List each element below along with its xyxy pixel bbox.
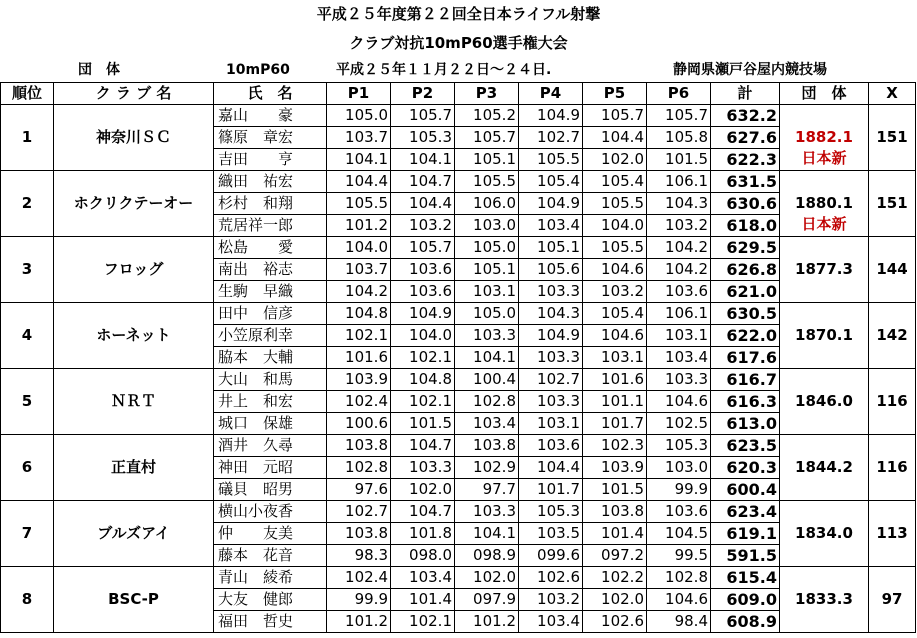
rank-cell: 5 [1,369,54,435]
table-row [1,105,916,127]
series-score-cell: 105.3 [391,127,455,149]
series-score-cell: 102.2 [583,567,647,589]
shooter-name-cell: 大山 和馬 [214,369,327,391]
event-label: 10mP60 [226,62,290,78]
series-score-cell: 102.1 [391,611,455,633]
series-score-cell: 104.5 [647,523,711,545]
series-score-cell: 103.4 [391,567,455,589]
national-record-badge: 日本新 [801,215,847,233]
shooter-name-cell: 松島 愛 [214,237,327,259]
shooter-name-cell: 荒居祥一郎 [214,215,327,237]
series-score-cell: 98.4 [647,611,711,633]
series-score-cell: 104.4 [327,171,391,193]
individual-total-cell: 631.5 [711,171,780,193]
header-row [1,83,916,105]
shooter-name-cell: 仲 友美 [214,523,327,545]
shooter-name-cell: 井上 和宏 [214,391,327,413]
series-score-cell: 102.8 [327,457,391,479]
series-score-cell: 105.8 [647,127,711,149]
series-score-cell: 097.9 [455,589,519,611]
series-score-cell: 104.7 [391,171,455,193]
series-score-cell: 102.0 [455,567,519,589]
series-score-cell: 103.6 [391,259,455,281]
series-score-cell: 103.4 [519,215,583,237]
series-score-cell: 103.4 [519,611,583,633]
series-score-cell: 103.8 [455,435,519,457]
team-total-cell [780,501,869,567]
series-score-cell: 105.4 [583,171,647,193]
column-header: P3 [455,83,519,105]
club-name-cell: ホクリクテーオー [54,171,214,237]
series-score-cell: 101.4 [583,523,647,545]
series-score-cell: 102.8 [455,391,519,413]
club-name-cell: 正直村 [54,435,214,501]
club-name-cell: ホーネット [54,303,214,369]
column-header: 氏 名 [214,83,327,105]
series-score-cell: 103.3 [647,369,711,391]
individual-total-cell: 609.0 [711,589,780,611]
series-score-cell: 103.6 [519,435,583,457]
team-total-value: 1834.0 [795,524,853,542]
series-score-cell: 104.3 [519,303,583,325]
x-count-cell: 144 [869,237,916,303]
series-score-cell: 101.6 [583,369,647,391]
series-score-cell: 105.7 [391,237,455,259]
series-score-cell: 105.0 [327,105,391,127]
series-score-cell: 101.7 [519,479,583,501]
club-name-cell: BSC-P [54,567,214,633]
rank-cell: 8 [1,567,54,633]
series-score-cell: 104.7 [391,435,455,457]
series-score-cell: 103.3 [391,457,455,479]
series-score-cell: 103.8 [327,523,391,545]
series-score-cell: 102.7 [519,127,583,149]
national-record-badge: 日本新 [801,149,847,167]
series-score-cell: 103.2 [519,589,583,611]
x-count-cell: 113 [869,501,916,567]
individual-total-cell: 627.6 [711,127,780,149]
series-score-cell: 102.4 [327,567,391,589]
series-score-cell: 103.8 [583,501,647,523]
shooter-name-cell: 福田 哲史 [214,611,327,633]
series-score-cell: 103.5 [519,523,583,545]
series-score-cell: 104.6 [583,325,647,347]
series-score-cell: 097.2 [583,545,647,567]
column-header: P6 [647,83,711,105]
series-score-cell: 101.5 [647,149,711,171]
series-score-cell: 104.6 [583,259,647,281]
shooter-name-cell: 小笠原利幸 [214,325,327,347]
team-total-value: 1880.1 [795,194,853,212]
individual-total-cell: 621.0 [711,281,780,303]
series-score-cell: 104.4 [519,457,583,479]
series-score-cell: 104.4 [583,127,647,149]
series-score-cell: 105.4 [519,171,583,193]
team-total-cell [780,105,869,171]
series-score-cell: 105.1 [519,237,583,259]
series-score-cell: 104.1 [455,347,519,369]
series-score-cell: 103.2 [391,215,455,237]
series-score-cell: 103.6 [647,281,711,303]
series-score-cell: 103.6 [647,501,711,523]
table-row [1,171,916,193]
series-score-cell: 103.7 [327,127,391,149]
series-score-cell: 102.3 [583,435,647,457]
series-score-cell: 103.0 [647,457,711,479]
individual-total-cell: 617.6 [711,347,780,369]
shooter-name-cell: 横山小夜香 [214,501,327,523]
table-row [1,501,916,523]
series-score-cell: 101.2 [455,611,519,633]
series-score-cell: 99.5 [647,545,711,567]
individual-total-cell: 600.4 [711,479,780,501]
series-score-cell: 103.3 [519,347,583,369]
series-score-cell: 105.3 [519,501,583,523]
series-score-cell: 102.7 [327,501,391,523]
column-header: P1 [327,83,391,105]
series-score-cell: 103.2 [583,281,647,303]
series-score-cell: 105.1 [455,149,519,171]
series-score-cell: 103.9 [327,369,391,391]
individual-total-cell: 630.6 [711,193,780,215]
series-score-cell: 105.7 [391,105,455,127]
series-score-cell: 104.3 [647,193,711,215]
shooter-name-cell: 田中 信彦 [214,303,327,325]
series-score-cell: 102.1 [327,325,391,347]
series-score-cell: 101.7 [583,413,647,435]
series-score-cell: 102.7 [519,369,583,391]
series-score-cell: 104.9 [519,193,583,215]
venue-label: 静岡県瀬戸谷屋内競技場 [673,62,827,78]
series-score-cell: 105.5 [583,193,647,215]
series-score-cell: 104.1 [455,523,519,545]
series-score-cell: 104.7 [391,501,455,523]
series-score-cell: 102.1 [391,347,455,369]
series-score-cell: 100.6 [327,413,391,435]
team-total-value: 1844.2 [795,458,853,476]
individual-total-cell: 623.4 [711,501,780,523]
table-row [1,369,916,391]
results-table [0,82,916,633]
series-score-cell: 103.1 [455,281,519,303]
series-score-cell: 103.7 [327,259,391,281]
shooter-name-cell: 嘉山 豪 [214,105,327,127]
x-count-cell: 116 [869,435,916,501]
series-score-cell: 102.8 [647,567,711,589]
individual-total-cell: 629.5 [711,237,780,259]
series-score-cell: 104.0 [327,237,391,259]
series-score-cell: 101.1 [583,391,647,413]
series-score-cell: 101.8 [391,523,455,545]
individual-total-cell: 630.5 [711,303,780,325]
individual-total-cell: 620.3 [711,457,780,479]
individual-total-cell: 616.3 [711,391,780,413]
column-header: 計 [711,83,780,105]
individual-total-cell: 615.4 [711,567,780,589]
shooter-name-cell: 青山 綾希 [214,567,327,589]
results-body [1,105,916,633]
individual-total-cell: 626.8 [711,259,780,281]
title-line-2: クラブ対抗10mP60選手権大会 [349,34,568,52]
series-score-cell: 104.6 [647,589,711,611]
rank-cell: 3 [1,237,54,303]
column-header: X [869,83,916,105]
series-score-cell: 103.9 [583,457,647,479]
shooter-name-cell: 杉村 和翔 [214,193,327,215]
series-score-cell: 99.9 [647,479,711,501]
series-score-cell: 103.2 [647,215,711,237]
team-total-cell [780,303,869,369]
series-score-cell: 106.1 [647,171,711,193]
individual-total-cell: 622.0 [711,325,780,347]
series-score-cell: 103.3 [519,281,583,303]
shooter-name-cell: 脇本 大輔 [214,347,327,369]
team-total-cell [780,369,869,435]
series-score-cell: 104.9 [519,325,583,347]
individual-total-cell: 608.9 [711,611,780,633]
x-count-cell: 116 [869,369,916,435]
team-total-cell [780,171,869,237]
team-total-value: 1870.1 [795,326,853,344]
series-score-cell: 101.2 [327,611,391,633]
x-count-cell: 97 [869,567,916,633]
team-total-value: 1846.0 [795,392,853,410]
shooter-name-cell: 篠原 章宏 [214,127,327,149]
x-count-cell: 151 [869,105,916,171]
series-score-cell: 101.5 [583,479,647,501]
series-score-cell: 97.6 [327,479,391,501]
column-header: P5 [583,83,647,105]
series-score-cell: 104.0 [583,215,647,237]
series-score-cell: 103.4 [647,347,711,369]
column-header: ク ラ ブ 名 [54,83,214,105]
shooter-name-cell: 南出 裕志 [214,259,327,281]
series-score-cell: 105.2 [455,105,519,127]
series-score-cell: 105.0 [455,237,519,259]
x-count-cell: 142 [869,303,916,369]
team-total-value: 1877.3 [795,260,853,278]
series-score-cell: 103.3 [455,325,519,347]
series-score-cell: 103.4 [455,413,519,435]
individual-total-cell: 619.1 [711,523,780,545]
series-score-cell: 105.0 [455,303,519,325]
x-count-cell: 151 [869,171,916,237]
rank-cell: 7 [1,501,54,567]
series-score-cell: 102.0 [583,149,647,171]
series-score-cell: 104.9 [391,303,455,325]
series-score-cell: 102.0 [583,589,647,611]
series-score-cell: 105.4 [583,303,647,325]
series-score-cell: 105.1 [455,259,519,281]
series-score-cell: 102.6 [583,611,647,633]
series-score-cell: 99.9 [327,589,391,611]
column-header: P2 [391,83,455,105]
table-row [1,567,916,589]
individual-total-cell: 622.3 [711,149,780,171]
series-score-cell: 103.1 [583,347,647,369]
shooter-name-cell: 大友 健郎 [214,589,327,611]
series-score-cell: 101.2 [327,215,391,237]
series-score-cell: 098.0 [391,545,455,567]
series-score-cell: 104.1 [391,149,455,171]
rank-cell: 2 [1,171,54,237]
series-score-cell: 104.1 [327,149,391,171]
table-row [1,303,916,325]
series-score-cell: 102.4 [327,391,391,413]
series-score-cell: 102.5 [647,413,711,435]
series-score-cell: 105.6 [519,259,583,281]
series-score-cell: 105.5 [519,149,583,171]
club-name-cell: ブルズアイ [54,501,214,567]
series-score-cell: 099.6 [519,545,583,567]
team-total-cell [780,435,869,501]
team-total-value: 1882.1 [795,128,853,146]
dates-label: 平成２５年１１月２２日～２４日. [336,62,552,78]
series-score-cell: 103.1 [519,413,583,435]
shooter-name-cell: 織田 祐宏 [214,171,327,193]
individual-total-cell: 613.0 [711,413,780,435]
rank-cell: 1 [1,105,54,171]
series-score-cell: 103.1 [647,325,711,347]
series-score-cell: 105.7 [647,105,711,127]
shooter-name-cell: 神田 元昭 [214,457,327,479]
series-score-cell: 098.9 [455,545,519,567]
series-score-cell: 105.5 [583,237,647,259]
series-score-cell: 100.4 [455,369,519,391]
rank-cell: 4 [1,303,54,369]
series-score-cell: 102.9 [455,457,519,479]
series-score-cell: 104.8 [391,369,455,391]
table-row [1,435,916,457]
series-score-cell: 104.2 [647,237,711,259]
series-score-cell: 105.5 [455,171,519,193]
series-score-cell: 105.7 [583,105,647,127]
title-line-1: 平成２５年度第２２回全日本ライフル射撃 [316,5,601,23]
shooter-name-cell: 礒貝 昭男 [214,479,327,501]
column-header: P4 [519,83,583,105]
individual-total-cell: 623.5 [711,435,780,457]
series-score-cell: 105.3 [647,435,711,457]
series-score-cell: 104.2 [327,281,391,303]
series-score-cell: 103.8 [327,435,391,457]
team-label: 団 体 [78,62,120,78]
series-score-cell: 105.5 [327,193,391,215]
individual-total-cell: 616.7 [711,369,780,391]
team-total-cell [780,567,869,633]
series-score-cell: 104.6 [647,391,711,413]
series-score-cell: 103.6 [391,281,455,303]
shooter-name-cell: 生駒 早織 [214,281,327,303]
series-score-cell: 102.0 [391,479,455,501]
club-name-cell: 神奈川ＳＣ [54,105,214,171]
team-total-value: 1833.3 [795,590,853,608]
series-score-cell: 102.1 [391,391,455,413]
series-score-cell: 103.3 [455,501,519,523]
series-score-cell: 101.4 [391,589,455,611]
team-total-cell [780,237,869,303]
series-score-cell: 104.2 [647,259,711,281]
shooter-name-cell: 酒井 久尋 [214,435,327,457]
column-header: 順位 [1,83,54,105]
series-score-cell: 106.1 [647,303,711,325]
individual-total-cell: 591.5 [711,545,780,567]
series-score-cell: 104.4 [391,193,455,215]
individual-total-cell: 618.0 [711,215,780,237]
series-score-cell: 104.9 [519,105,583,127]
series-score-cell: 104.0 [391,325,455,347]
individual-total-cell: 632.2 [711,105,780,127]
rank-cell: 6 [1,435,54,501]
series-score-cell: 104.8 [327,303,391,325]
column-header: 団 体 [780,83,869,105]
series-score-cell: 98.3 [327,545,391,567]
club-name-cell: ＮＲＴ [54,369,214,435]
series-score-cell: 105.7 [455,127,519,149]
shooter-name-cell: 城口 保雄 [214,413,327,435]
series-score-cell: 97.7 [455,479,519,501]
series-score-cell: 101.6 [327,347,391,369]
series-score-cell: 103.0 [455,215,519,237]
series-score-cell: 102.6 [519,567,583,589]
series-score-cell: 103.3 [519,391,583,413]
club-name-cell: フロッグ [54,237,214,303]
shooter-name-cell: 吉田 亨 [214,149,327,171]
series-score-cell: 106.0 [455,193,519,215]
series-score-cell: 101.5 [391,413,455,435]
table-row [1,237,916,259]
shooter-name-cell: 藤本 花音 [214,545,327,567]
